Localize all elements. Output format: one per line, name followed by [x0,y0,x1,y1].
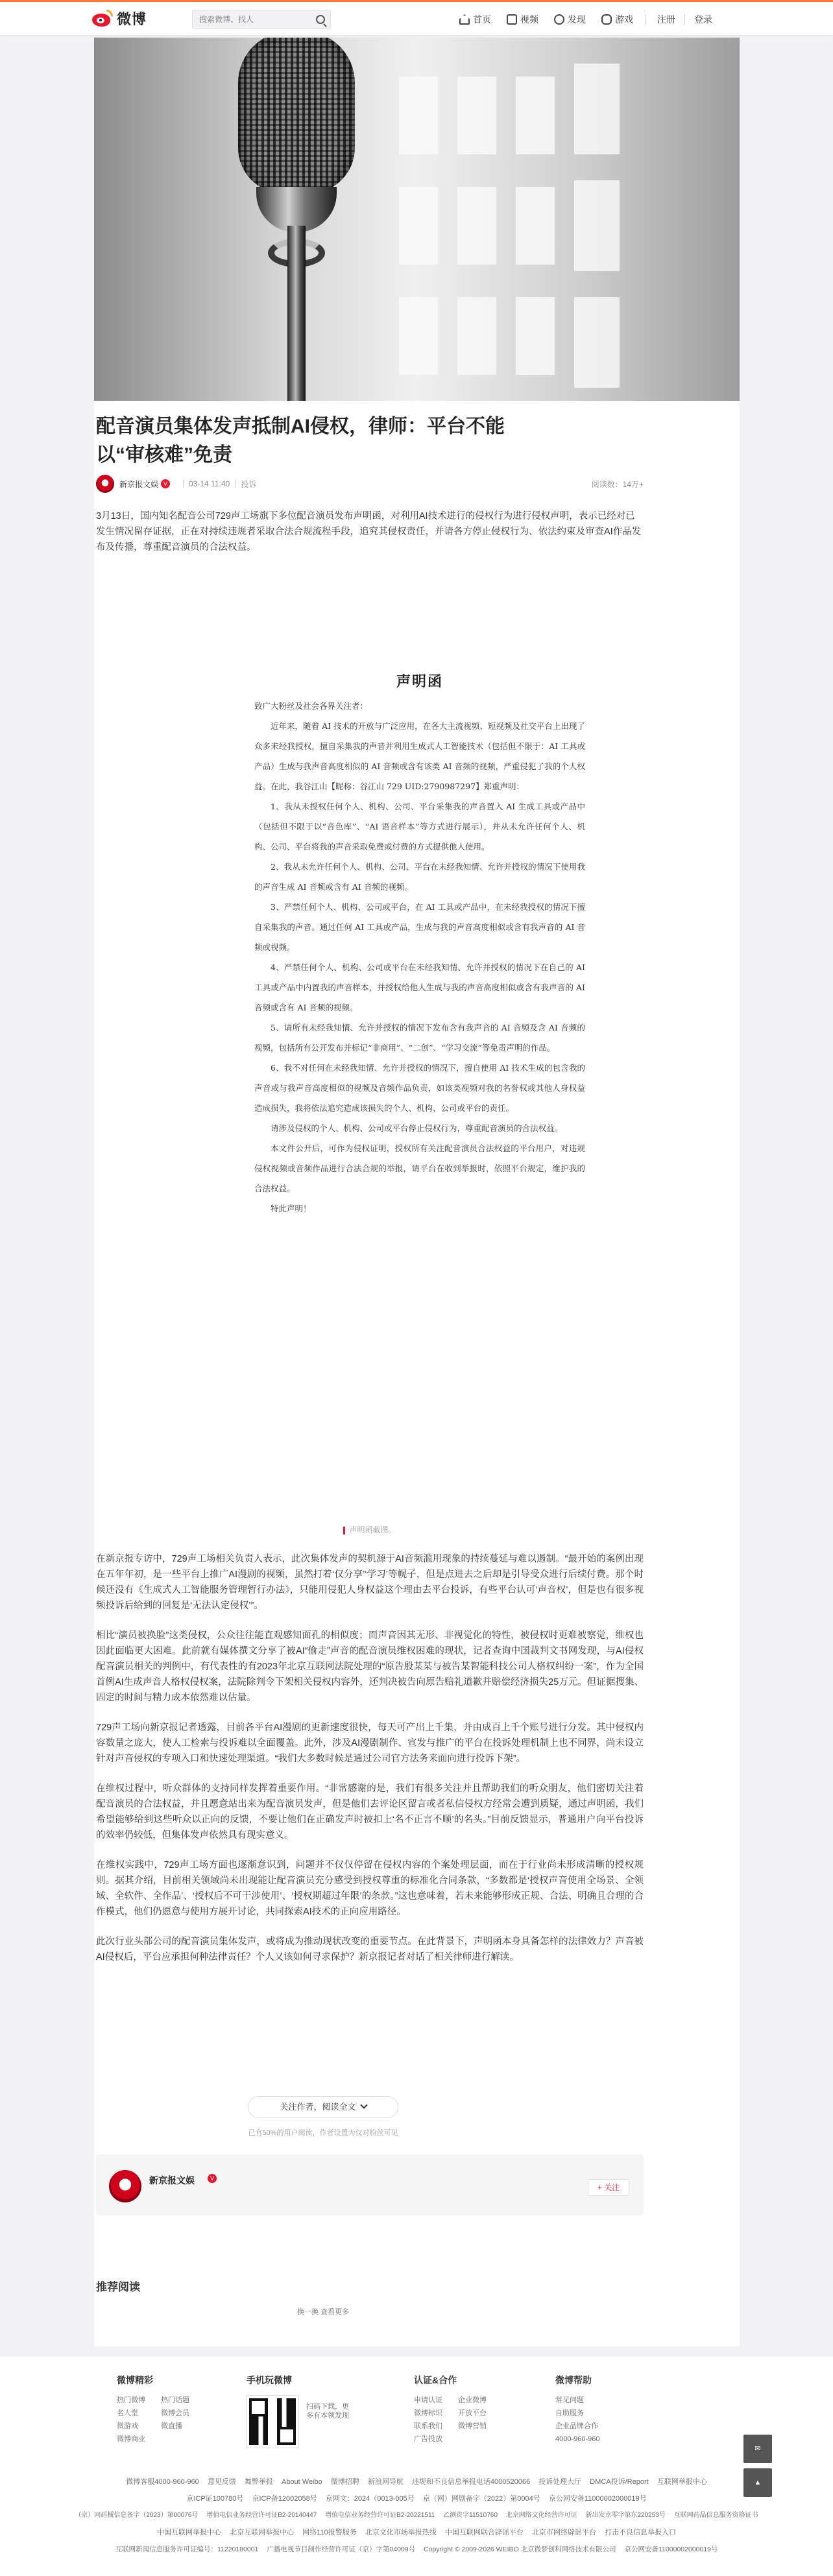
caption-text: 声明函截图。 [349,1525,396,1534]
follow-to-read-label: 关注作者，阅读全文 [280,2102,356,2112]
follow-to-read-button[interactable] [248,2096,398,2118]
verified-icon: V [161,479,170,488]
footer-link[interactable]: 广播电视节目制作经营许可证（京）字第04009号 [267,2546,416,2553]
footer-col-highlights [117,2374,205,2444]
footer-link[interactable]: 新出发京零字第东220253号 [585,2512,666,2519]
weibo-logo[interactable] [91,8,147,29]
recommend-refresh-link[interactable]: 换一换 查看更多 [296,2308,350,2316]
footer-link[interactable]: 联系我们 [414,2422,442,2430]
footer-link[interactable]: 申请认证 [414,2396,442,2404]
footer-link[interactable]: 微博招聘 [330,2478,359,2486]
footer-link[interactable]: 微博营销 [458,2422,487,2430]
footer-col-cert [414,2374,502,2444]
compass-icon [554,14,564,25]
footer-link[interactable]: About Weibo [281,2478,322,2486]
footer-row [0,2507,833,2524]
footer-link[interactable]: 开放平台 [458,2409,487,2417]
qr-note: 扫码下载，更多有本领发现 [306,2403,349,2420]
footer-row [0,2541,833,2558]
body-paragraph: 729声工场向新京报记者透露，目前各平台AI漫剧的更新速度很快，每天可产出上千集，并由成百上千个账号进行分发。其中侵权内容数量之庞大，使人工检索与投诉难以全面覆盖。此外，涉及AI漫剧制作、宣发与推广的平台在投诉处理机制上也不同界，尚未设立针对声音侵权的专项入口和快速处理渠道。“我们大多数时候是通过公司官方法务来面向进行投诉下架”。 [96,1723,644,1764]
feedback-icon: ✉ [755,2445,761,2453]
footer-link[interactable]: 北京互联网举报中心 [230,2529,295,2536]
footer-link[interactable]: 京ICP备12002058号 [252,2495,317,2503]
footer-link[interactable]: 新浪网导航 [367,2478,404,2486]
article-title: 配音演员集体发声抵制AI侵权，律师：平台不能以“审核难”免责 [96,416,505,466]
meta-divider [183,480,184,488]
footer-link[interactable]: 京网文：2024（0013-005号 [325,2495,415,2503]
statement-paragraph: 2、我从未允许任何个人、机构、公司、平台在未经我知情、允许并授权的情况下使用我的声音生成 AI 音频或含有 AI 音频的视频。 [254,862,585,892]
statement-paragraph: 请涉及侵权的个人、机构、公司或平台停止侵权行为，尊重配音演员的合法权益。 [271,1123,563,1133]
follow-button[interactable]: + 关注 [588,2179,629,2196]
statement-image [254,671,585,1505]
search-box [192,10,331,29]
microphone-icon [238,38,355,193]
footer-col-title: 认证&合作 [414,2375,457,2385]
article-lead: 3月13日，国内知名配音公司729声工场旗下多位配音演员发布声明函，对利用AI技术进行的侵权行为进行侵权声明，表示已经对已发生情况留存证据，正在对持续违规者采取合法合规流程手段，追究其侵权责任，并请各方停止侵权行为、依法约束及审查AI作品发布及传播，尊重配音演员的合法权益。 [96,511,642,553]
footer-link[interactable]: 微博会员 [161,2409,189,2417]
statement-paragraph: 4、严禁任何个人、机构、公司或平台在未经我知情、允许并授权的情况下在自己的 AI 工具或产品中内置我的声音样本，并授权给他人生成与我的声音高度相似或含有我声音的 AI 音频或含有 AI 音频的视频。 [254,962,585,1012]
footer-link[interactable]: 常见问题 [555,2396,584,2404]
author-avatar[interactable] [96,475,114,493]
footer-link[interactable]: 中国互联网举报中心 [157,2529,222,2536]
footer-link[interactable]: 互联网药品信息服务资格证书 [673,2512,758,2519]
footer-link[interactable]: 北京网络文化经营许可证 [505,2512,577,2519]
footer-link[interactable]: 京公网安备11000002000019号 [548,2495,647,2503]
author-card-avatar[interactable] [109,2170,141,2202]
footer-link[interactable]: 乙测资字11510760 [443,2512,498,2519]
gamepad-icon [601,14,612,25]
footer-row [0,2490,833,2507]
nav-video[interactable] [507,13,538,26]
nav-separator [645,14,646,25]
video-icon [507,14,517,25]
nav-game-label: 游戏 [615,14,633,25]
statement-paragraph: 致广大粉丝及社会各界关注者： [254,701,368,711]
content-fade [96,2023,644,2101]
footer-row [0,2524,833,2541]
footer-link[interactable]: 打击不良信息举报入口 [604,2529,676,2536]
body-paragraph: 相比“演员被换脸”这类侵权，公众往往能直观感知面孔的相似度；而声音因其无形、非视觉化的特性，被侵权时更难被察觉，维权也因此面临更大困难。此前就有媒体撰文分享了被AI“偷走”声音的配音演员维权困难的现状，记者查询中国裁判文书网发现，与AI侵权配音演员相关的判例中，有代表性的有2023年北京互联网法院处理的“原告殷某某与被告某智能科技公司人格权纠纷一案”，作为全国首例AI生成声音人格权侵权案，法院除判令下架相关侵权内容外，还判决被告向原告赔礼道歉并赔偿经济损失25万元。但证据搜集、固定的时间与精力成本依然难以估量。 [96,1630,644,1703]
footer-link[interactable]: 微直播 [161,2422,182,2430]
read-limit-note: 已有50%的用户阅读，作者设置为仅对粉丝可见 [248,2129,398,2137]
logo-text: 微博 [117,11,147,27]
statement-paragraph: 5、请所有未经我知情、允许并授权的情况下发布含有我声音的 AI 音频及含 AI 音频的视频，包括所有公开发布并标记“非商用”、“二创”、“学习交流”等免责声明的作品。 [254,1023,585,1053]
statement-paragraph: 近年来，随着 AI 技术的开放与广泛应用，在各大主流视频、短视频及社交平台上出现了众多未经我授权，擅自采集我的声音并利用生成式人工智能技术（包括但不限于：AI 工具或产品）生成与我声音高度相似的 AI 音频或含有该类 AI 音频的视频，严重侵犯了我的个人权益。在此，我谷江山【昵称：谷江山 729 UID:2790987297】郑重声明： [254,721,585,791]
footer-link[interactable]: 网络110报警服务 [302,2529,357,2536]
footer-link[interactable]: 意见反馈 [207,2478,236,2486]
search-input[interactable] [193,10,309,29]
footer-link[interactable]: 4000-960-960 [555,2435,600,2443]
nav-home[interactable] [459,13,491,26]
back-to-top-button[interactable] [743,2468,772,2497]
footer-link[interactable]: 投诉处理大厅 [538,2478,582,2486]
arrow-up-icon: ▲ [754,2479,762,2487]
statement-paragraph: 1、我从未授权任何个人、机构、公司、平台采集我的声音置入 AI 生成工具或产品中（包括但不限于以“音色库”、“AI 语音样本”等方式进行展示），并从未允许任何个人、机构、公司、平台将我的声音采取免费或付费的方式提供他人使用。 [254,802,585,852]
footer-col-title: 微博精彩 [117,2375,153,2385]
footer-link[interactable]: 自助服务 [555,2409,584,2417]
author-card-name[interactable]: 新京报文娱 [149,2175,195,2186]
nav-home-label: 首页 [473,14,491,25]
author-name[interactable]: 新京报文娱 [119,479,159,489]
weibo-logo-icon [91,10,113,28]
footer-link[interactable]: 微博客服4000-960-960 [126,2478,199,2486]
footer-link[interactable]: 名人堂 [117,2409,138,2417]
search-icon[interactable] [316,15,325,24]
footer-link[interactable]: 微博标识 [414,2409,442,2417]
footer-col-title: 微博帮助 [555,2375,592,2385]
login-link[interactable]: 登录 [694,14,712,25]
read-count: 阅读数：14万+ [591,479,644,489]
feedback-button[interactable] [743,2435,772,2463]
footer-legal-links [0,2474,833,2558]
article-body [96,1551,644,1979]
footer-copyright: Copyright © 2009-2026 WEIBO 北京微梦创科网络技术有限公司 [424,2546,616,2553]
footer-link[interactable]: 企业微博 [458,2396,487,2404]
footer-col-mobile [247,2374,349,2448]
author-card [96,2154,644,2215]
footer-link[interactable]: 互联网新闻信息服务许可证编号：11220180001 [115,2546,259,2553]
footer-link[interactable]: 违规和不良信息举报电话4000520066 [411,2478,531,2486]
article-cover-image [94,38,740,401]
footer-link[interactable]: 微游戏 [117,2422,138,2430]
footer-link[interactable]: 热门微博 [117,2396,145,2404]
recommend-title: 推荐阅读 [96,2281,140,2293]
home-icon [459,14,470,25]
nav-video-label: 视频 [520,14,538,25]
statement-paragraph: 6、我不对任何在未经我知情、允许并授权的情况下，擅自使用 AI 技术生成的包含我的声音或与我声音高度相似的视频及音频作品负责，如该类视频对我的名誉权或其他人身权益造成损失，我将依法追究造成该损失的个人、机构、公司或平台的责任。 [254,1063,585,1113]
footer-link[interactable]: 京（网）网剧备字（2022）第0004号 [422,2495,540,2503]
body-paragraph: 在维权过程中，听众群体的支持同样发挥着重要作用。“非常感谢的是，我们有很多关注并且帮助我们的听众朋友，他们密切关注着配音演员的合法权益，并且愿意站出来为配音演员发声，但是他们去评论区留言或者私信侵权方经常会遭到质疑，通过声明函，我们希望能够给到这些听众以正向的反馈，不要让他们在正确发声时被扣上‘名不正言不顺’的名头。”目前反馈显示，普通用户向平台投诉的效率仍较低，但集体发声依然具有现实意义。 [96,1783,644,1841]
chevron-down-icon [360,2101,367,2108]
register-link[interactable]: 注册 [657,14,675,25]
footer-row [0,2474,833,2490]
top-navbar [0,0,833,35]
page-footer [0,2357,833,2576]
statement-paragraph: 特此声明！ [271,1204,311,1213]
body-paragraph: 在新京报专访中，729声工场相关负责人表示，此次集体发声的契机源于AI音频滥用现象的持续蔓延与难以遏制。“最开始的案例出现在五年年初，是一些平台上推广AI漫剧的视频，虽然打着‘仅分享’‘学习’等幌子，但是点进去之后却是引导受众进行后续付费。那个时候还没有《生成式人工智能服务管理暂行办法》，只能用侵犯人身权益这个理由去平台投诉，有些平台认可‘声音权’，但是也有很多视频投诉后给到的回复是‘无法认定侵权’”。 [96,1554,644,1611]
verified-icon: V [208,2174,217,2183]
nav-separator [684,14,685,25]
caption-marker [343,1527,345,1534]
main-nav [459,10,712,29]
report-link[interactable]: 投诉 [241,479,257,489]
footer-link[interactable]: 微博商业 [117,2435,145,2443]
footer-link[interactable]: 增值电信业务经营许可证B2-20221511 [325,2512,435,2519]
footer-link[interactable]: （京）网药械信息备字（2023）第00076号 [75,2512,199,2519]
publish-time: 03-14 11:40 [189,479,230,488]
footer-link[interactable]: 热门话题 [161,2396,189,2404]
footer-link[interactable]: 北京文化市场举报热线 [365,2529,437,2536]
image-caption [96,1524,644,1535]
footer-link[interactable]: DMCA投诉/Report [590,2478,649,2486]
qr-code [247,2396,298,2448]
footer-link[interactable]: 京公网安备11000002000019号 [624,2546,718,2553]
nav-discover-label: 发现 [568,14,586,25]
body-paragraph: 在维权实践中，729声工场方面也逐渐意识到，问题并不仅仅停留在侵权内容的个案处理层面，而在于行业尚未形成清晰的授权规则。据其介绍，目前相关领域尚未出现能让配音演员充分感受到授权尊重的标准化合同条款，“多数都是‘授权声音使用全场景、全领域、全软件、全作品’、‘授权后不可干涉使用’、‘授权期超过年限’的条款。”这也意味着，若未来能够形成正规、合法、明确且合理的合作模式，他们仍愿意与使用方展开讨论，共同探索AI技术的正向应用路径。 [96,1860,644,1917]
footer-col-title: 手机玩微博 [247,2375,292,2385]
footer-link[interactable]: 增值电信业务经营许可证B2-20140447 [206,2512,317,2519]
nav-discover[interactable] [554,13,586,26]
footer-link[interactable]: 北京市网络辟谣平台 [531,2529,596,2536]
footer-col-help [555,2374,600,2448]
statement-title: 声明函 [396,673,443,690]
statement-body [254,696,585,1219]
footer-link[interactable]: 中国互联网联合辟谣平台 [444,2529,524,2536]
body-paragraph: 此次行业头部公司的配音演员集体发声，或将成为推动现状改变的重要节点。在此背景下，声明函本身具备怎样的法律效力？声音被AI侵权后，平台应承担何种法律责任？个人又该如何寻求保护？新京报记者对话了相关律师进行解读。 [96,1937,644,1962]
article-meta [96,475,644,493]
footer-link[interactable]: 企业品牌合作 [555,2422,598,2430]
statement-paragraph: 本文件公开后，可作为侵权证明，授权所有关注配音演员合法权益的平台用户，对违规侵权视频或音频作品进行合法合规的举报，请平台在收到举报时，依照平台规定，维护我的合法权益。 [254,1143,585,1193]
footer-link[interactable]: 互联网举报中心 [657,2478,707,2486]
footer-link[interactable]: 广告投放 [414,2435,442,2443]
footer-link[interactable]: 舞弊举报 [244,2478,273,2486]
footer-link[interactable]: 京ICP证100780号 [186,2495,244,2503]
statement-paragraph: 3、严禁任何个人、机构、公司或平台，在 AI 工具或产品中，在未经我授权的情况下擅自采集我的声音。通过任何 AI 工具或产品，生成与我的声音高度相似或含有我声音的 AI 音频或视频。 [254,902,585,952]
nav-game[interactable] [601,13,633,26]
